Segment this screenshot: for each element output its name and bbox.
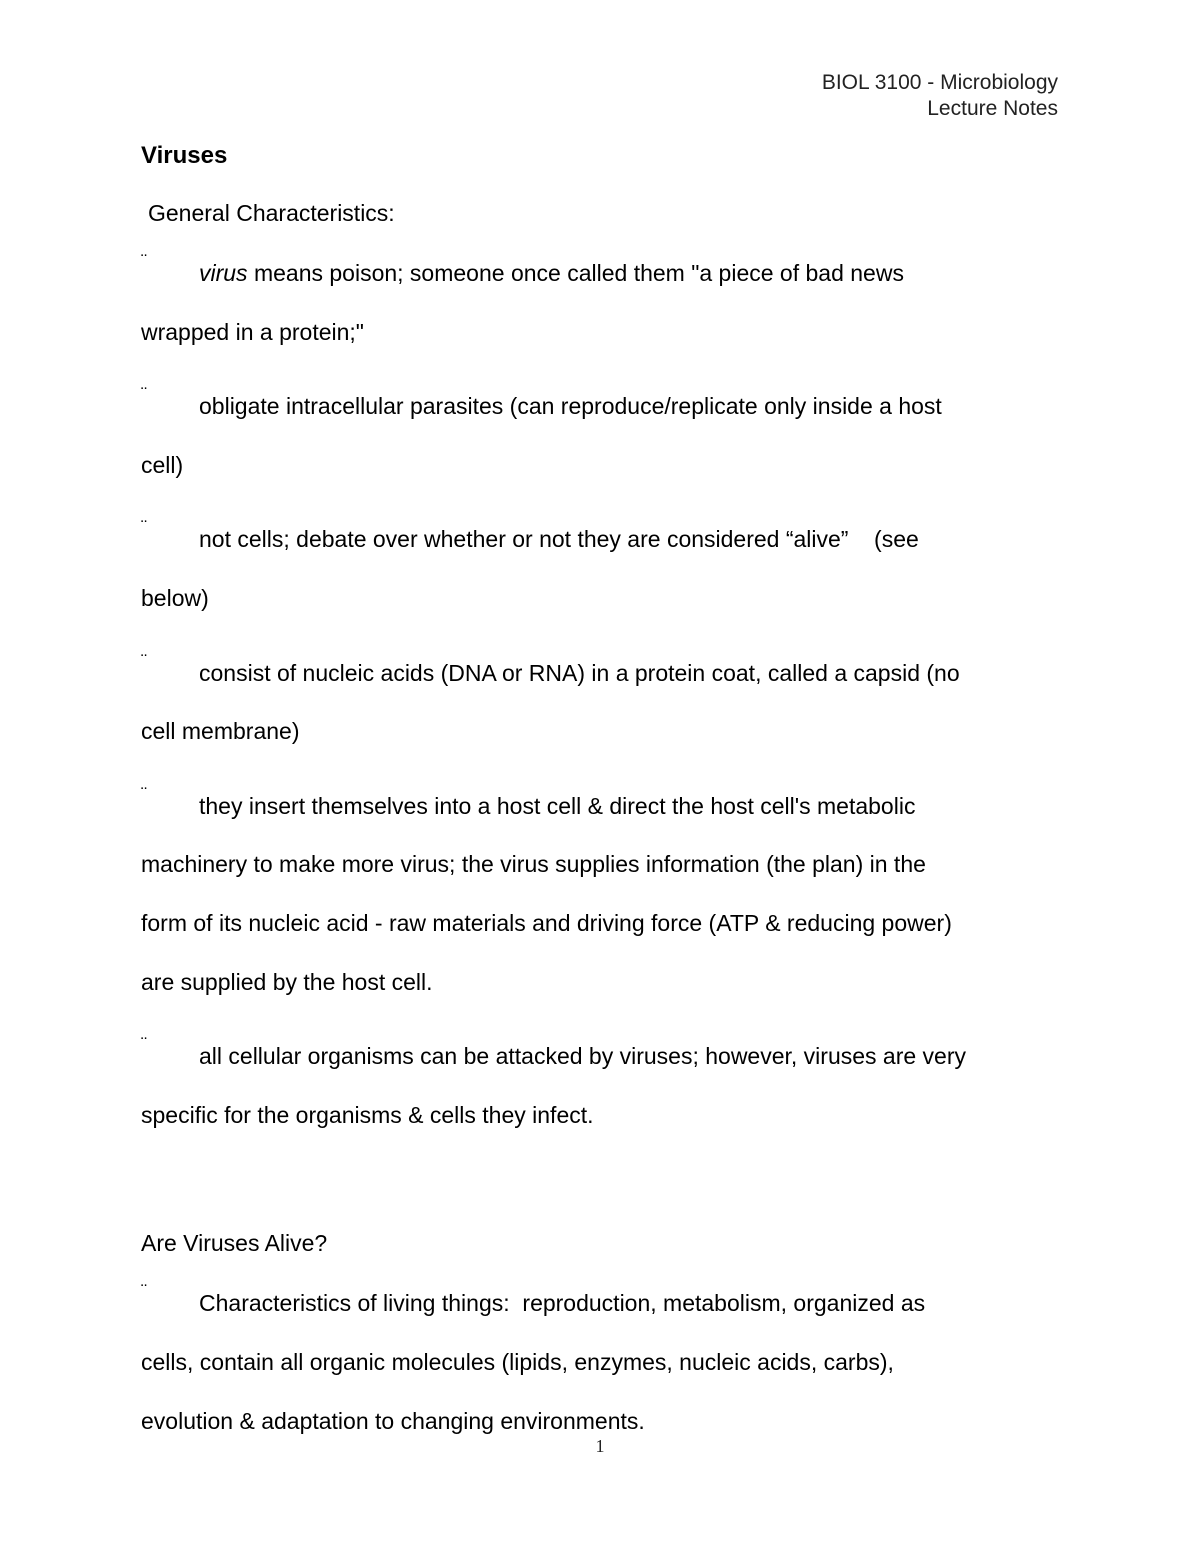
list-item-text: means poison; someone once called them "a piece of bad news bbox=[247, 260, 904, 286]
list-item-line bbox=[141, 244, 1061, 303]
list-item bbox=[141, 377, 1061, 494]
list-item bbox=[141, 777, 1061, 1011]
section-heading-general-characteristics: General Characteristics: bbox=[148, 200, 395, 226]
list-item-line bbox=[141, 1274, 1061, 1333]
list-item-line bbox=[141, 953, 1061, 1012]
bullet-marker: ¨ bbox=[141, 1281, 147, 1302]
bullet-list-are-viruses-alive bbox=[141, 1274, 1061, 1450]
list-item bbox=[141, 1027, 1061, 1144]
list-item-text: not cells; debate over whether or not they are considered “alive” (see bbox=[199, 526, 919, 553]
list-item-text: cells, contain all organic molecules (lipids, enzymes, nucleic acids, carbs), bbox=[141, 1348, 894, 1375]
list-item bbox=[141, 644, 1061, 761]
document-body bbox=[141, 138, 1061, 1450]
list-item-line bbox=[141, 1333, 1061, 1392]
list-item-text: machinery to make more virus; the virus supplies information (the plan) in the bbox=[141, 851, 926, 878]
bullet-marker: ¨ bbox=[141, 783, 147, 804]
list-item-line bbox=[141, 569, 1061, 628]
list-item-text: all cellular organisms can be attacked by viruses; however, viruses are very bbox=[199, 1043, 967, 1070]
bullet-list-general-characteristics bbox=[141, 244, 1061, 1144]
list-item-text: form of its nucleic acid - raw materials and driving force (ATP & reducing power) bbox=[141, 909, 952, 936]
list-item bbox=[141, 1274, 1061, 1450]
bullet-marker: ¨ bbox=[141, 650, 147, 671]
list-item-text: wrapped in a protein;" bbox=[141, 318, 364, 345]
list-item-line bbox=[141, 1027, 1061, 1086]
list-item-text: below) bbox=[141, 584, 209, 611]
bullet-marker: ¨ bbox=[141, 384, 147, 405]
list-item-text: obligate intracellular parasites (can reproduce/replicate only inside a host bbox=[199, 393, 942, 420]
list-item-line bbox=[141, 835, 1061, 894]
list-item-line bbox=[141, 377, 1061, 436]
list-item-line bbox=[141, 644, 1061, 703]
list-item-line bbox=[141, 702, 1061, 761]
list-item-text: they insert themselves into a host cell & direct the host cell's metabolic bbox=[199, 792, 916, 819]
list-item-text: specific for the organisms & cells they infect. bbox=[141, 1101, 594, 1128]
list-item-text: Characteristics of living things: reproduction, metabolism, organized as bbox=[199, 1290, 926, 1317]
bullet-marker: ¨ bbox=[141, 1034, 147, 1055]
bullet-marker: ¨ bbox=[141, 251, 147, 271]
section-heading-are-viruses-alive: Are Viruses Alive? bbox=[141, 1230, 328, 1257]
list-item-text: cell membrane) bbox=[141, 718, 300, 745]
list-item-text: cell) bbox=[141, 451, 184, 478]
course-title: BIOL 3100 - Microbiology bbox=[821, 71, 1058, 94]
list-item-text: are supplied by the host cell. bbox=[141, 968, 433, 995]
italic-term: virus bbox=[199, 260, 248, 286]
page-number: 1 bbox=[595, 1436, 605, 1456]
list-item-line bbox=[141, 436, 1061, 495]
list-item-line bbox=[141, 1086, 1061, 1145]
list-item-line bbox=[141, 303, 1061, 362]
list-item-text: consist of nucleic acids (DNA or RNA) in a protein coat, called a capsid (no bbox=[199, 659, 960, 686]
list-item-text: evolution & adaptation to changing environments. bbox=[141, 1407, 645, 1434]
document-type: Lecture Notes bbox=[927, 97, 1058, 120]
page-title: Viruses bbox=[141, 142, 228, 169]
list-item bbox=[141, 510, 1061, 627]
list-item bbox=[141, 244, 1061, 361]
list-item-line bbox=[141, 777, 1061, 836]
bullet-marker: ¨ bbox=[141, 517, 147, 538]
list-item-line bbox=[141, 510, 1061, 569]
list-item-line bbox=[141, 894, 1061, 953]
page-header bbox=[822, 70, 1058, 122]
